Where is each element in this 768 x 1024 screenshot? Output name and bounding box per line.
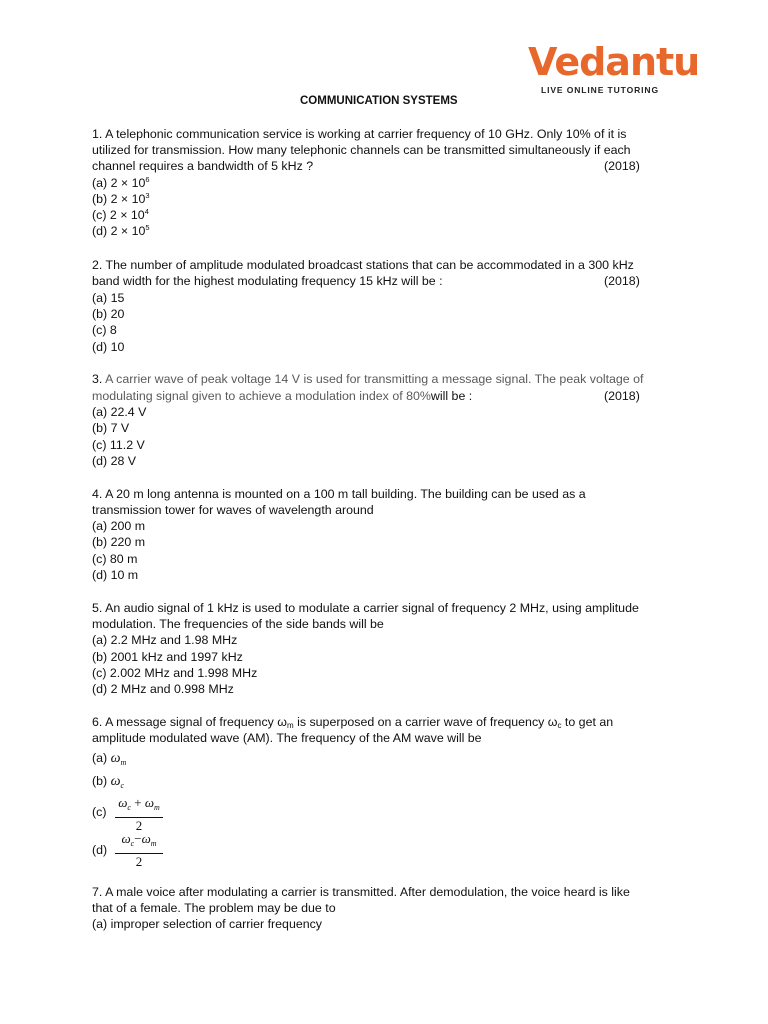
option-label: (b) bbox=[92, 774, 108, 788]
subscript: m bbox=[150, 839, 157, 848]
question-text: will be : bbox=[430, 389, 473, 403]
question-6-option-d-fraction bbox=[115, 831, 163, 870]
subscript: c bbox=[120, 781, 125, 790]
question-1-option-d bbox=[92, 223, 150, 239]
subscript: m bbox=[120, 758, 127, 767]
omega-symbol: ω bbox=[141, 831, 151, 846]
fraction-numerator bbox=[115, 795, 163, 816]
question-6-line-2: amplitude modulated wave (AM). The frequency of the AM wave will be bbox=[92, 731, 482, 745]
fraction-numerator bbox=[115, 831, 163, 852]
subscript: c bbox=[127, 803, 131, 812]
question-2-option-a: (a) 15 bbox=[92, 291, 125, 305]
subscript: c bbox=[130, 839, 135, 848]
question-3-line-1 bbox=[92, 371, 643, 387]
question-1-line-3: channel requires a bandwidth of 5 kHz ? bbox=[92, 159, 314, 173]
subscript: m bbox=[286, 721, 294, 730]
question-number: 3. bbox=[92, 372, 103, 386]
question-4-option-b: (b) 220 m bbox=[92, 535, 146, 549]
question-6-option-d-label: (d) bbox=[92, 843, 108, 857]
omega-symbol: ω bbox=[121, 831, 131, 846]
question-1-year: (2018) bbox=[604, 159, 640, 173]
question-3-option-d: (d) 28 V bbox=[92, 454, 137, 468]
question-text: to get an bbox=[561, 715, 614, 729]
page-title: COMMUNICATION SYSTEMS bbox=[300, 95, 458, 107]
vedantu-logo bbox=[528, 40, 700, 98]
question-5-line-1: 5. An audio signal of 1 kHz is used to modulate a carrier signal of frequency 2 MHz, using amplitude bbox=[92, 601, 639, 615]
question-6-option-a bbox=[92, 750, 126, 771]
question-5-option-d: (d) 2 MHz and 0.998 MHz bbox=[92, 682, 234, 696]
question-3-option-c: (c) 11.2 V bbox=[92, 438, 145, 452]
question-2-line-1: 2. The number of amplitude modulated broadcast stations that can be accommodated in a 300 kHz bbox=[92, 258, 634, 272]
option-text: (d) 2 × 10 bbox=[92, 224, 146, 238]
omega-symbol: ω bbox=[110, 751, 121, 766]
option-exponent: 4 bbox=[144, 207, 149, 216]
option-text: (b) 2 × 10 bbox=[92, 192, 146, 206]
logo-tagline: LIVE ONLINE TUTORING bbox=[541, 85, 659, 95]
question-7-line-1: 7. A male voice after modulating a carrier is transmitted. After demodulation, the voice heard is like bbox=[92, 885, 630, 899]
question-2-line-2: band width for the highest modulating frequency 15 kHz will be : bbox=[92, 274, 443, 288]
fraction-denominator: 2 bbox=[135, 854, 143, 869]
question-text: 6. A message signal of frequency ω bbox=[92, 715, 287, 729]
question-1-option-c bbox=[92, 207, 149, 223]
option-text: (a) 2 × 10 bbox=[92, 176, 146, 190]
question-1-option-a bbox=[92, 175, 150, 191]
question-text: A carrier wave of peak voltage 14 V is used for transmitting a message signal. The peak voltage of bbox=[105, 372, 644, 386]
question-5-line-2: modulation. The frequencies of the side bands will be bbox=[92, 617, 384, 631]
question-2-option-b: (b) 20 bbox=[92, 307, 125, 321]
question-2-year: (2018) bbox=[604, 274, 640, 288]
option-label: (a) bbox=[92, 751, 108, 765]
question-4-option-d: (d) 10 m bbox=[92, 568, 139, 582]
question-2-option-c: (c) 8 bbox=[92, 323, 117, 337]
question-4-line-1: 4. A 20 m long antenna is mounted on a 100 m tall building. The building can be used as a bbox=[92, 487, 586, 501]
omega-symbol: ω bbox=[118, 795, 128, 810]
question-4-line-2: transmission tower for waves of wavelength around bbox=[92, 503, 374, 517]
question-3-option-b: (b) 7 V bbox=[92, 421, 130, 435]
plus-sign: + bbox=[134, 795, 142, 810]
question-5-option-c: (c) 2.002 MHz and 1.998 MHz bbox=[92, 666, 258, 680]
question-3-year: (2018) bbox=[604, 389, 640, 403]
question-text: is superposed on a carrier wave of frequency ω bbox=[293, 715, 558, 729]
question-4-option-a: (a) 200 m bbox=[92, 519, 146, 533]
option-text: (c) 2 × 10 bbox=[92, 208, 145, 222]
option-exponent: 6 bbox=[145, 175, 150, 184]
question-5-option-a: (a) 2.2 MHz and 1.98 MHz bbox=[92, 633, 238, 647]
question-6-option-c-label: (c) bbox=[92, 805, 107, 819]
omega-symbol: ω bbox=[144, 795, 154, 810]
question-6-option-c-fraction bbox=[115, 795, 163, 834]
question-1-option-b bbox=[92, 191, 150, 207]
question-3-line-2 bbox=[92, 388, 472, 404]
minus-sign: − bbox=[134, 831, 142, 846]
question-6-option-b bbox=[92, 773, 124, 794]
question-3-option-a: (a) 22.4 V bbox=[92, 405, 147, 419]
question-7-option-a: (a) improper selection of carrier frequency bbox=[92, 917, 323, 931]
question-5-option-b: (b) 2001 kHz and 1997 kHz bbox=[92, 650, 243, 664]
omega-symbol: ω bbox=[110, 774, 121, 789]
subscript: m bbox=[154, 803, 160, 812]
subscript: c bbox=[557, 721, 562, 730]
question-1-line-2: utilized for transmission. How many telephonic channels can be transmitted simultaneously if each bbox=[92, 143, 631, 157]
fraction-denominator: 2 bbox=[135, 818, 143, 833]
question-7-line-2: that of a female. The problem may be due to bbox=[92, 901, 336, 915]
question-4-option-c: (c) 80 m bbox=[92, 552, 138, 566]
question-6-line-1 bbox=[92, 714, 613, 730]
question-2-option-d: (d) 10 bbox=[92, 340, 125, 354]
option-exponent: 5 bbox=[145, 223, 150, 232]
question-1-line-1: 1. A telephonic communication service is working at carrier frequency of 10 GHz. Only 10% of it is bbox=[92, 127, 627, 141]
question-text: modulating signal given to achieve a modulation index of 80% bbox=[92, 389, 431, 403]
logo-wordmark: Vedantu bbox=[528, 40, 700, 84]
option-exponent: 3 bbox=[145, 191, 150, 200]
